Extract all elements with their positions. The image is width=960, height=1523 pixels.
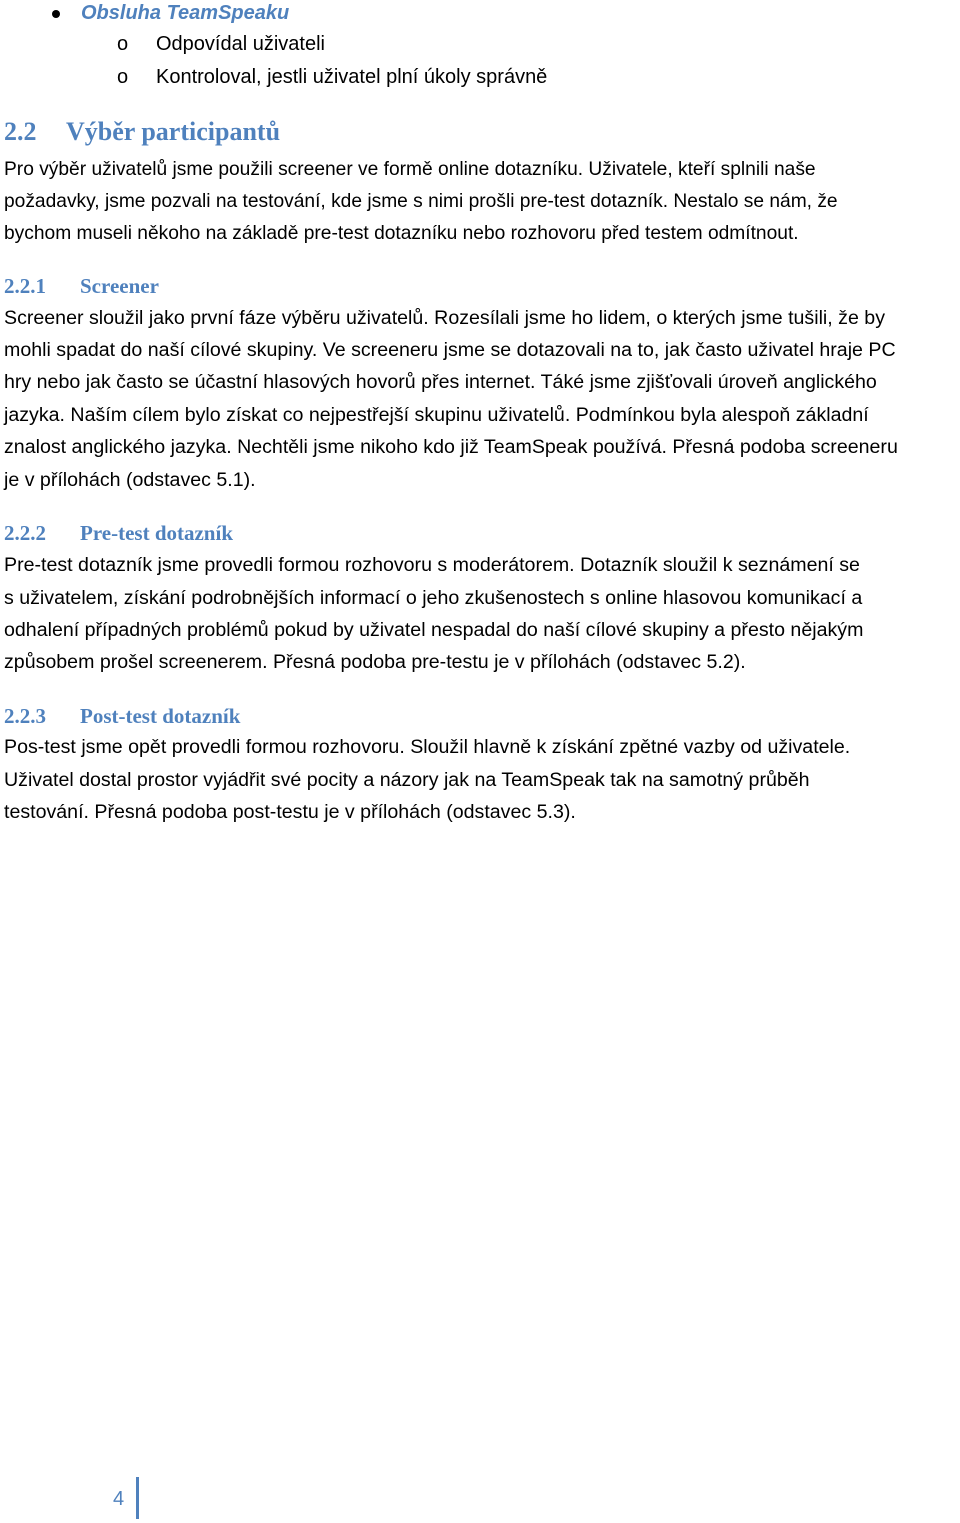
heading-title: Pre-test dotazník: [80, 521, 233, 545]
paragraph-line: odhalení případných problémů pokud by uživatel nespadal do naší cílové skupiny a přesto nějakým: [4, 619, 864, 641]
bullet-item: [0, 0, 900, 26]
paragraph-line: znalost anglického jazyka. Nechtěli jsme nikoho kdo již TeamSpeak používá. Přesná podoba screeneru: [4, 436, 898, 458]
heading-number: 2.2: [4, 117, 37, 146]
sub-bullet-marker: o: [117, 33, 129, 55]
heading-number: 2.2.1: [4, 274, 46, 298]
section-heading-2-2: [4, 116, 280, 148]
page-number: 4: [113, 1488, 125, 1510]
heading-title: Výběr participantů: [66, 117, 281, 146]
paragraph-line: Uživatel dostal prostor vyjádřit své pocity a názory jak na TeamSpeak tak na samotný průběh: [4, 769, 810, 791]
heading-number: 2.2.3: [4, 704, 46, 728]
section-heading-2-2-1: [4, 273, 159, 299]
paragraph-line: Pro výběr uživatelů jsme použili screener ve formě online dotazníku. Uživatele, kteří splnili naše: [4, 159, 816, 180]
paragraph-line: testování. Přesná podoba post-testu je v přílohách (odstavec 5.3).: [4, 801, 576, 823]
footer-divider: [136, 1477, 139, 1519]
section-heading-2-2-3: [4, 703, 240, 729]
sub-list-item: [0, 31, 900, 57]
bullet-label: Obsluha TeamSpeaku: [81, 2, 290, 24]
paragraph-line: jazyka. Naším cílem bylo získat co nejpestřejší skupinu uživatelů. Podmínkou byla alespoň základní: [4, 404, 869, 426]
paragraph-line: mohli spadat do naší cílové skupiny. Ve screeneru jsme se dotazovali na to, jak často uživatel hraje PC: [4, 339, 896, 361]
sub-list-item: [0, 64, 900, 90]
paragraph-line: s uživatelem, získání podrobnějších informací o jeho zkušenostech s online hlasovou komunikací a: [4, 587, 863, 609]
sub-list-text: Kontroloval, jestli uživatel plní úkoly správně: [156, 66, 548, 88]
paragraph-line: požadavky, jsme pozvali na testování, kde jsme s nimi prošli pre-test dotazník. Nestalo se nám, že: [4, 191, 838, 212]
paragraph-line: bychom museli někoho na základě pre-test dotazníku nebo rozhovoru před testem odmítnout.: [4, 223, 799, 244]
paragraph-line: Screener sloužil jako první fáze výběru uživatelů. Rozesílali jsme ho lidem, o kterých jsme tušili, že by: [4, 307, 885, 329]
paragraph-line: Pre-test dotazník jsme provedli formou rozhovoru s moderátorem. Dotazník sloužil k seznámení se: [4, 554, 860, 576]
heading-number: 2.2.2: [4, 521, 46, 545]
heading-title: Post-test dotazník: [80, 704, 241, 728]
sub-bullet-marker: o: [117, 66, 129, 88]
paragraph-line: způsobem prošel screenerem. Přesná podoba pre-testu je v přílohách (odstavec 5.2).: [4, 651, 746, 673]
section-heading-2-2-2: [4, 520, 233, 546]
sub-list-text: Odpovídal uživateli: [156, 33, 325, 55]
bullet-dot-icon: [52, 10, 60, 18]
paragraph-line: Pos-test jsme opět provedli formou rozhovoru. Sloužil hlavně k získání zpětné vazby od uživatele.: [4, 736, 851, 758]
paragraph-line: je v přílohách (odstavec 5.1).: [4, 469, 256, 491]
paragraph-line: hry nebo jak často se účastní hlasových hovorů přes internet. Táké jsme zjišťovali úroveň anglického: [4, 371, 877, 393]
heading-title: Screener: [80, 274, 159, 298]
